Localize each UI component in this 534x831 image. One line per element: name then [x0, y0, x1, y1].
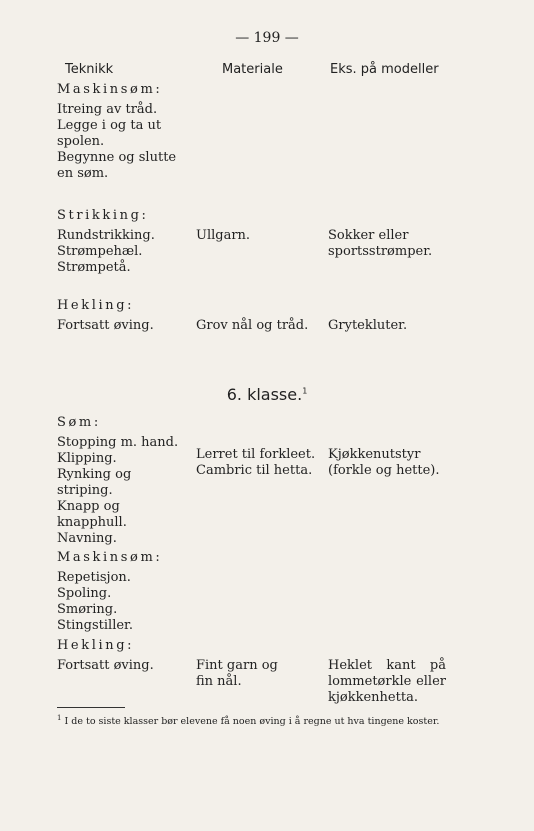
example-line: (forkle og hette). — [328, 463, 440, 478]
section-strikking — [57, 208, 182, 276]
material-strikking — [196, 228, 324, 244]
example-line: lommetørkle eller — [328, 674, 446, 689]
footnote — [57, 712, 452, 728]
footnote-rule — [57, 707, 125, 708]
technique-line: striping. — [57, 483, 113, 498]
material-line: Lerret til forkleet. — [196, 447, 316, 462]
page-number: — 199 — — [235, 30, 299, 46]
technique-line: Repetisjon. — [57, 570, 131, 585]
technique-line: knapphull. — [57, 515, 127, 530]
technique-line: Spoling. — [57, 586, 112, 601]
section-maskinsom-1 — [57, 82, 182, 182]
technique-line: Itreing av tråd. — [57, 102, 158, 117]
section-label: Hekling: — [57, 298, 135, 313]
technique-line: en søm. — [57, 166, 109, 181]
technique-line: Begynne og slutte — [57, 150, 177, 165]
example-strikking — [328, 228, 488, 260]
technique-line: Smøring. — [57, 602, 118, 617]
technique-line: Stingstiller. — [57, 618, 133, 633]
example-line: sportsstrømper. — [328, 244, 433, 259]
section-label: Søm: — [57, 415, 101, 430]
column-header-teknikk: Teknikk — [65, 62, 114, 77]
technique-line: Legge i og ta ut — [57, 118, 162, 133]
footnote-mark: 1 — [302, 386, 308, 396]
technique-line: Strømpetå. — [57, 260, 131, 275]
example-hekling-2 — [328, 658, 446, 706]
section-label: Maskinsøm: — [57, 550, 163, 565]
technique-line: spolen. — [57, 134, 105, 149]
section-label: Hekling: — [57, 638, 135, 653]
example-line: Kjøkkenutstyr — [328, 447, 421, 462]
technique-line: Stopping m. hand. — [57, 435, 179, 450]
technique-line: Fortsatt øving. — [57, 318, 154, 333]
class-heading — [0, 385, 534, 404]
material-hekling-2 — [196, 658, 324, 690]
column-header-materiale: Materiale — [222, 62, 283, 77]
material-line: fin nål. — [196, 674, 242, 689]
section-som — [57, 415, 182, 547]
material-line: Ullgarn. — [196, 228, 251, 243]
footnote-text: I de to siste klasser bør elevene få noen øving i å regne ut hva tingene koster. — [64, 716, 440, 728]
technique-line: Klipping. — [57, 451, 117, 466]
section-maskinsom-2 — [57, 550, 182, 634]
example-line: Grytekluter. — [328, 318, 408, 333]
example-som — [328, 447, 488, 479]
section-hekling-1 — [57, 298, 182, 334]
technique-line: Navning. — [57, 531, 117, 546]
section-label: Maskinsøm: — [57, 82, 163, 97]
material-line: Grov nål og tråd. — [196, 318, 309, 333]
example-line: Heklet kant på — [328, 658, 446, 673]
technique-line: Knapp og — [57, 499, 120, 514]
example-line: Sokker eller — [328, 228, 409, 243]
material-hekling-1 — [196, 318, 324, 334]
footnote-number: 1 — [57, 714, 62, 722]
material-line: Cambric til hetta. — [196, 463, 313, 478]
technique-line: Fortsatt øving. — [57, 658, 154, 673]
example-hekling-1 — [328, 318, 488, 334]
example-line: kjøkkenhetta. — [328, 690, 418, 705]
technique-line: Strømpehæl. — [57, 244, 143, 259]
class-heading-text: 6. klasse. — [226, 385, 303, 404]
material-line: Fint garn og — [196, 658, 278, 673]
technique-line: Rynking og — [57, 467, 132, 482]
column-header-eksempler: Eks. på modeller — [330, 62, 439, 77]
technique-line: Rundstrikking. — [57, 228, 155, 243]
section-label: Strikking: — [57, 208, 149, 223]
section-hekling-2 — [57, 638, 182, 674]
material-som — [196, 447, 324, 479]
